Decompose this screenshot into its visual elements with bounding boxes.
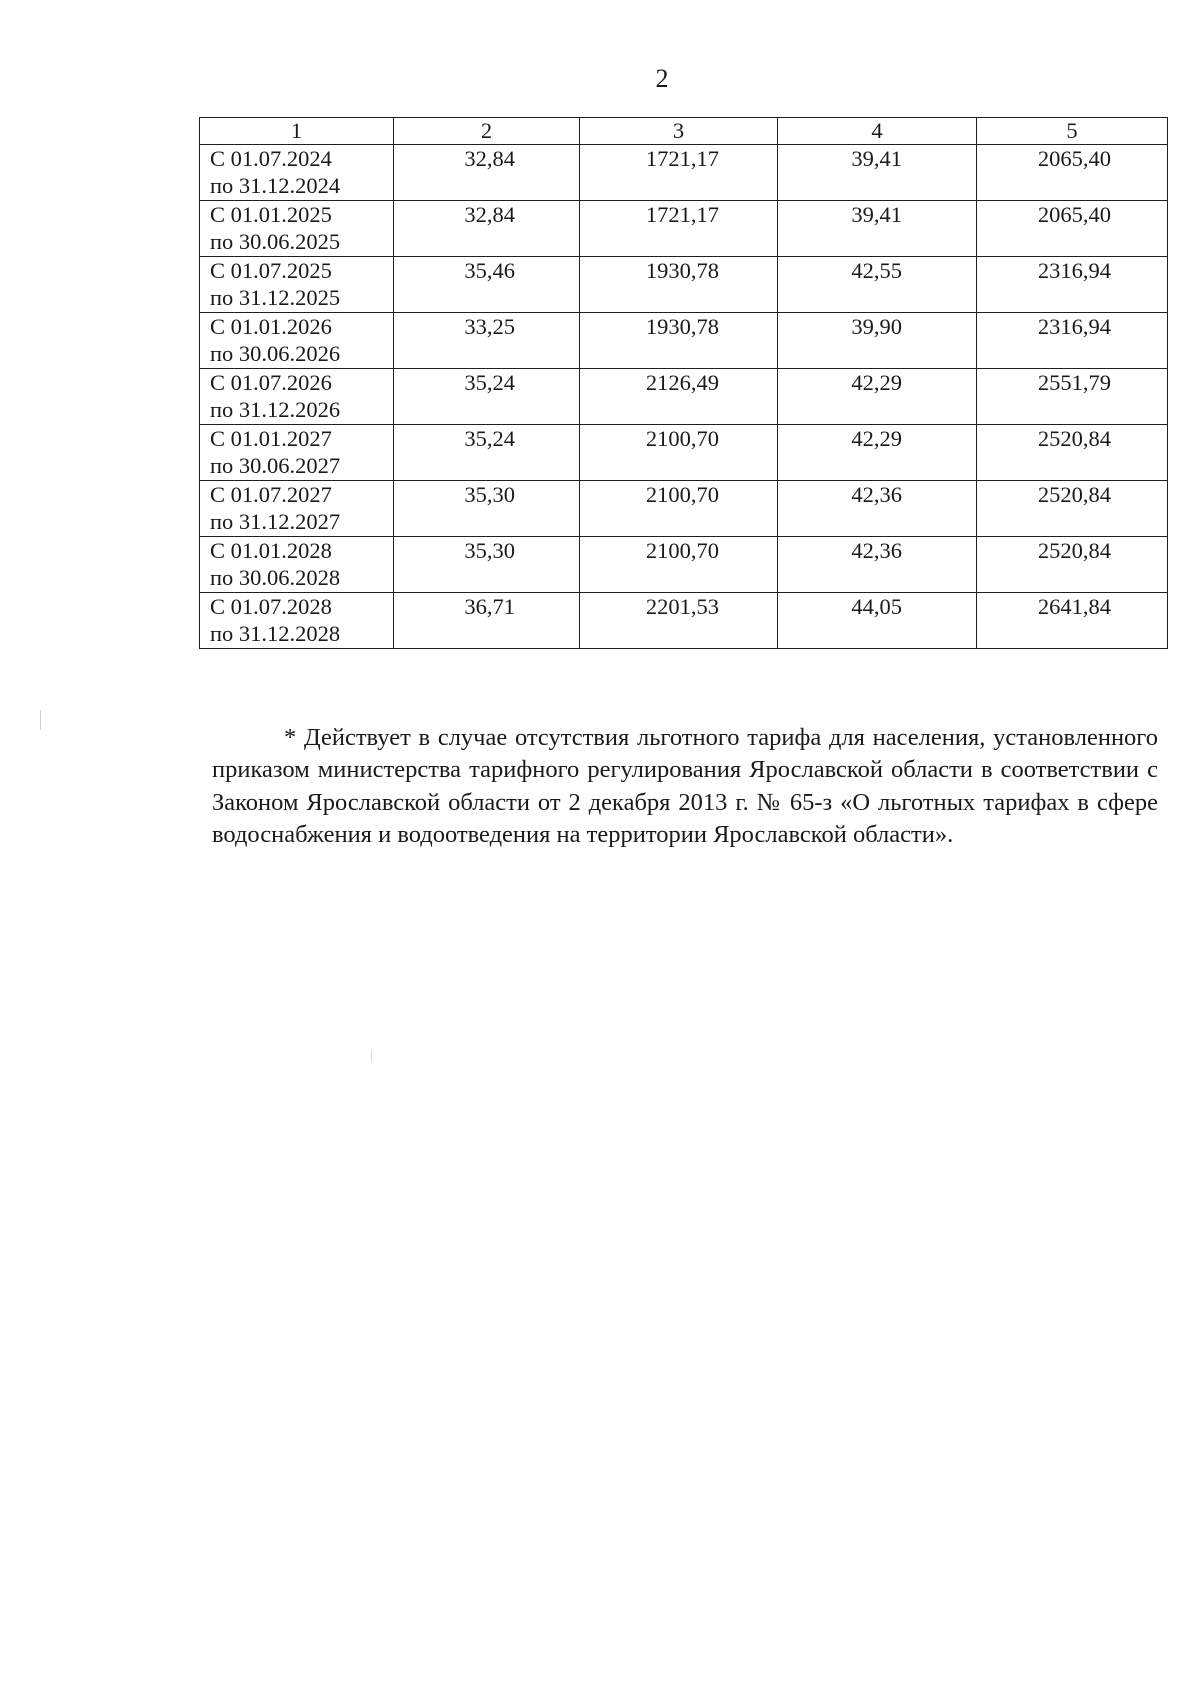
value-col5: 2520,84 [977, 537, 1168, 593]
value-col4: 42,29 [778, 369, 977, 425]
period-from: С 01.07.2027 [210, 482, 332, 507]
value-col3: 1930,78 [580, 313, 778, 369]
period-to: по 31.12.2027 [210, 509, 341, 534]
value-col3: 2100,70 [580, 481, 778, 537]
table-row [200, 593, 1168, 649]
table-row [200, 313, 1168, 369]
value-col5: 2520,84 [977, 481, 1168, 537]
value-col2: 32,84 [394, 201, 580, 257]
value-col4: 39,41 [778, 201, 977, 257]
column-header-3: 3 [580, 118, 778, 145]
period-cell [200, 537, 394, 593]
footnote: * Действует в случае отсутствия льготного тарифа для населения, установленного приказом министерства тарифного регулирования Ярославской области в соответствии с Законом Ярославской области от 2 декабря 2013 г. № 65-з «О льготных тарифах в сфере водоснабжения и водоотведения на территории Ярославской области». [212, 723, 1158, 848]
value-col4: 42,29 [778, 425, 977, 481]
table-row [200, 481, 1168, 537]
value-col5: 2065,40 [977, 201, 1168, 257]
period-to: по 31.12.2024 [210, 173, 341, 198]
period-to: по 31.12.2026 [210, 397, 341, 422]
column-header-2: 2 [394, 118, 580, 145]
period-cell [200, 425, 394, 481]
period-to: по 30.06.2027 [210, 453, 341, 478]
period-from: С 01.07.2026 [210, 370, 332, 395]
value-col2: 33,25 [394, 313, 580, 369]
column-header-4: 4 [778, 118, 977, 145]
value-col4: 39,41 [778, 145, 977, 201]
value-col3: 1930,78 [580, 257, 778, 313]
value-col5: 2520,84 [977, 425, 1168, 481]
period-from: С 01.01.2027 [210, 426, 332, 451]
period-from: С 01.07.2024 [210, 146, 332, 171]
table-row [200, 369, 1168, 425]
value-col4: 39,90 [778, 313, 977, 369]
period-to: по 30.06.2026 [210, 341, 341, 366]
period-from: С 01.01.2026 [210, 314, 332, 339]
table-row [200, 257, 1168, 313]
period-to: по 30.06.2025 [210, 229, 341, 254]
table-row [200, 201, 1168, 257]
value-col5: 2641,84 [977, 593, 1168, 649]
value-col4: 42,36 [778, 537, 977, 593]
period-cell [200, 201, 394, 257]
value-col3: 1721,17 [580, 201, 778, 257]
table-row [200, 425, 1168, 481]
table-header-row [200, 118, 1168, 145]
value-col2: 32,84 [394, 145, 580, 201]
value-col3: 2201,53 [580, 593, 778, 649]
value-col2: 35,24 [394, 425, 580, 481]
value-col3: 2100,70 [580, 425, 778, 481]
value-col2: 35,46 [394, 257, 580, 313]
value-col2: 36,71 [394, 593, 580, 649]
page-number: 2 [655, 64, 669, 93]
period-cell [200, 481, 394, 537]
column-header-5: 5 [977, 118, 1168, 145]
period-from: С 01.07.2025 [210, 258, 332, 283]
period-to: по 31.12.2028 [210, 621, 341, 646]
period-from: С 01.01.2025 [210, 202, 332, 227]
period-cell [200, 145, 394, 201]
value-col2: 35,30 [394, 481, 580, 537]
column-header-1: 1 [200, 118, 394, 145]
value-col5: 2551,79 [977, 369, 1168, 425]
period-from: С 01.01.2028 [210, 538, 332, 563]
value-col5: 2065,40 [977, 145, 1168, 201]
period-to: по 30.06.2028 [210, 565, 341, 590]
table-row [200, 145, 1168, 201]
scan-mark [371, 1050, 372, 1062]
value-col3: 2126,49 [580, 369, 778, 425]
value-col4: 42,55 [778, 257, 977, 313]
value-col2: 35,30 [394, 537, 580, 593]
period-cell [200, 593, 394, 649]
value-col5: 2316,94 [977, 257, 1168, 313]
tariff-table [199, 117, 1168, 649]
period-to: по 31.12.2025 [210, 285, 341, 310]
period-cell [200, 369, 394, 425]
value-col4: 42,36 [778, 481, 977, 537]
scan-mark [40, 710, 41, 730]
table-row [200, 537, 1168, 593]
period-cell [200, 257, 394, 313]
value-col5: 2316,94 [977, 313, 1168, 369]
value-col4: 44,05 [778, 593, 977, 649]
value-col3: 2100,70 [580, 537, 778, 593]
value-col2: 35,24 [394, 369, 580, 425]
period-cell [200, 313, 394, 369]
period-from: С 01.07.2028 [210, 594, 332, 619]
value-col3: 1721,17 [580, 145, 778, 201]
